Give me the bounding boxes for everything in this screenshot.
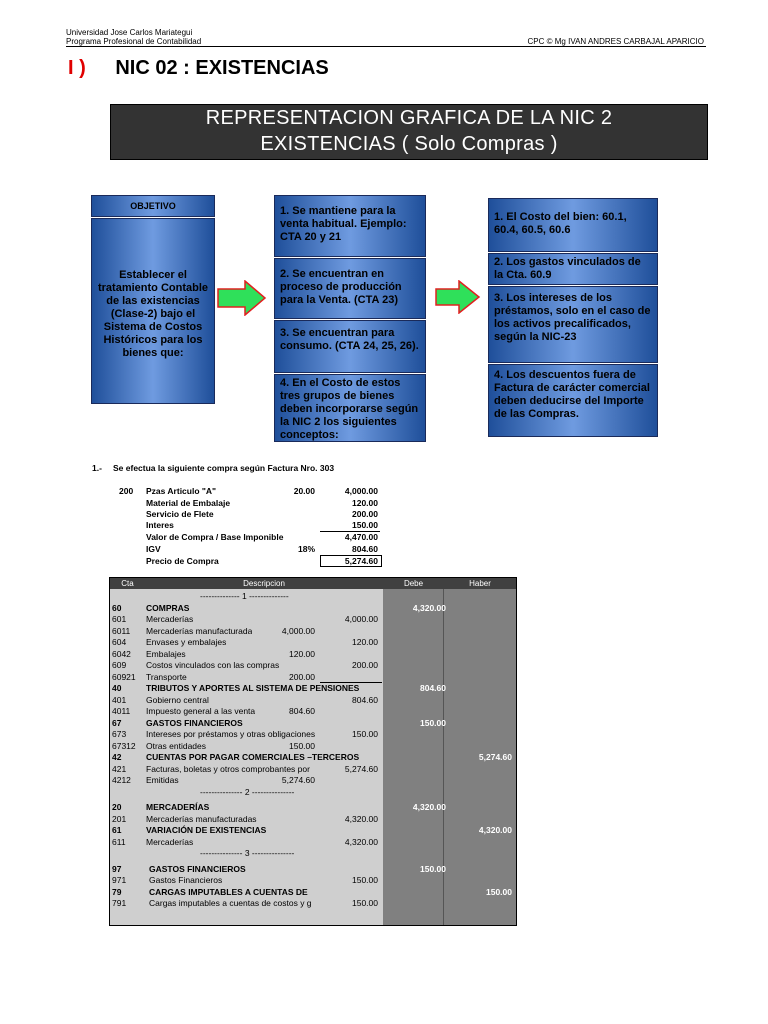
ledger-description: GASTOS FINANCIEROS: [146, 717, 243, 728]
ledger-sub-amount: 150.00: [289, 740, 315, 751]
author-credit: CPC © Mg IVAN ANDRES CARBAJAL APARICIO: [527, 37, 704, 46]
university-name: Universidad Jose Carlos Mariategui: [66, 28, 193, 37]
ledger-header-debe: Debe: [383, 578, 444, 589]
ledger-description: Intereses por préstamos y otras obligaciones: [146, 729, 316, 739]
ledger-amount: 150.00: [352, 729, 378, 739]
purchase-qty: 200: [119, 486, 134, 496]
purchase-line-label: Valor de Compra / Base Imponible: [146, 532, 284, 542]
purchase-line-label: Interes: [146, 520, 174, 530]
ledger-cta: 97: [112, 863, 122, 874]
ledger-description: VARIACIÓN DE EXISTENCIAS: [146, 825, 267, 835]
ledger-description: --------------- 2 ---------------: [200, 786, 295, 797]
ledger-sub-amount: 4,000.00: [281, 625, 315, 636]
ledger-description: Mercaderías manufacturada: [146, 625, 253, 636]
ledger-description: Mercaderías: [146, 614, 194, 624]
ledger-debe: 4,320.00: [412, 802, 446, 812]
ledger-cta: 401: [112, 694, 127, 705]
purchase-line-label: Precio de Compra: [146, 556, 219, 566]
ledger-cta: 4011: [112, 706, 131, 716]
ledger-description: -------------- 1 --------------: [200, 591, 289, 601]
ledger-cta: 60: [112, 602, 122, 613]
middle-item-3: 3. Se encuentran para consumo. (CTA 24, 25, 26).: [274, 320, 426, 373]
ledger-header-desc: Descripcion: [145, 578, 383, 589]
purchase-line-value: 804.60: [352, 544, 378, 554]
ledger-description: Gobierno central: [146, 694, 209, 705]
ledger-description: TRIBUTOS Y APORTES AL SISTEMA DE PENSIONES: [146, 683, 360, 693]
ledger-amount: 150.00: [352, 898, 378, 908]
ledger-haber: 150.00: [486, 886, 512, 897]
purchase-price: 20.00: [293, 486, 315, 496]
ledger-description: Impuesto general a las venta: [146, 706, 256, 716]
right-item-3: 3. Los intereses de los préstamos, solo en el caso de los activos precalificados, según la NIC-23: [488, 286, 658, 363]
purchase-line-label: Material de Embalaje: [146, 498, 231, 508]
ledger-haber: 4,320.00: [478, 825, 512, 835]
purchase-line-label: Servicio de Flete: [146, 509, 214, 519]
ledger-sub-amount: 804.60: [289, 706, 315, 716]
ledger-description: MERCADERÍAS: [146, 802, 210, 812]
section-title: [68, 57, 329, 80]
ledger-cta: 421: [112, 763, 127, 774]
ledger-description: --------------- 3 ---------------: [200, 848, 295, 858]
ledger-cta: 201: [112, 813, 127, 824]
ledger-description: Transporte: [146, 671, 187, 682]
ledger-amount: 5,274.60: [344, 763, 378, 774]
ledger-amount: 120.00: [352, 637, 378, 647]
igv-rate: 18%: [298, 544, 316, 554]
ledger-sub-amount: 120.00: [289, 648, 315, 659]
ledger-cta: 42: [112, 752, 122, 762]
purchase-line-value: 150.00: [352, 520, 378, 530]
section-title-text: NIC 02 : EXISTENCIAS: [115, 57, 329, 79]
program-name: Programa Profesional de Contabilidad: [66, 37, 202, 46]
ledger-description: Mercaderías manufacturadas: [146, 813, 257, 824]
purchase-line-label: IGV: [146, 544, 161, 554]
journal-ledger: [109, 577, 517, 926]
right-item-1: 1. El Costo del bien: 60.1, 60.4, 60.5, 60.6: [488, 198, 658, 252]
ledger-description: COMPRAS: [146, 602, 190, 613]
ledger-sub-amount: 5,274.60: [281, 775, 315, 785]
ledger-debe: 4,320.00: [412, 602, 446, 613]
ledger-cta: 673: [112, 729, 127, 739]
arrow-right-icon: [435, 280, 481, 314]
ledger-cta: 20: [112, 802, 122, 812]
ledger-amount: 4,320.00: [344, 836, 378, 847]
ledger-description: Emitidas: [146, 775, 179, 785]
objective-title: OBJETIVO: [91, 195, 215, 217]
ledger-description: Mercaderías: [146, 836, 194, 847]
ledger-debe: 150.00: [420, 717, 446, 728]
ledger-description: Gastos Financieros: [149, 875, 223, 885]
ledger-description: Costos vinculados con las compras: [146, 660, 280, 670]
ledger-amount: 150.00: [352, 875, 378, 885]
arrow-right-icon: [217, 280, 267, 316]
ledger-cta: 60921: [112, 671, 136, 682]
banner-line-2: EXISTENCIAS ( Solo Compras ): [260, 133, 558, 155]
ledger-description: Embalajes: [146, 648, 186, 659]
ledger-debe: 804.60: [420, 683, 446, 693]
ledger-description: CUENTAS POR PAGAR COMERCIALES –TERCEROS: [146, 752, 360, 762]
ledger-cta: 67312: [112, 740, 136, 751]
ledger-cta: 601: [112, 614, 127, 624]
ledger-header-cta: Cta: [110, 578, 145, 589]
purchase-amount: 4,000.00: [344, 486, 378, 496]
ledger-cta: 67: [112, 717, 122, 728]
section-number: I ): [68, 57, 86, 79]
middle-item-1: 1. Se mantiene para la venta habitual. Ejemplo: CTA 20 y 21: [274, 195, 426, 257]
purchase-line-value: 4,470.00: [344, 532, 378, 542]
ledger-cta: 971: [112, 875, 127, 885]
purchase-line-value: 120.00: [352, 498, 378, 508]
ledger-description: Facturas, boletas y otros comprobantes por: [146, 763, 310, 774]
ledger-cta: 791: [112, 898, 127, 908]
ledger-amount: 4,320.00: [344, 813, 378, 824]
middle-item-4: 4. En el Costo de estos tres grupos de bienes deben incorporarse según la NIC 2 los siguientes conceptos:: [274, 374, 426, 442]
ledger-description: CARGAS IMPUTABLES A CUENTAS DE: [149, 886, 308, 897]
ledger-cta: 611: [112, 836, 126, 847]
purchase-line-value: 200.00: [352, 509, 378, 519]
ledger-haber: 5,274.60: [478, 752, 512, 762]
header-divider: [66, 46, 706, 47]
ledger-cta: 6011: [112, 625, 131, 636]
ledger-cta: 4212: [112, 775, 131, 785]
purchase-total: 5,274.60: [344, 556, 378, 566]
ledger-description: Envases y embalajes: [146, 637, 227, 647]
right-item-2: 2. Los gastos vinculados de la Cta. 60.9: [488, 253, 658, 285]
ledger-sub-amount: 200.00: [289, 671, 315, 682]
ledger-amount: 4,000.00: [344, 614, 378, 624]
ledger-debe: 150.00: [420, 863, 446, 874]
ledger-cta: 6042: [112, 648, 131, 659]
ledger-cta: 79: [112, 886, 122, 897]
banner-line-1: REPRESENTACION GRAFICA DE LA NIC 2: [205, 107, 613, 129]
ledger-description: Otras entidades: [146, 740, 207, 751]
purchase-intro: Se efectua la siguiente compra según Factura Nro. 303: [113, 463, 335, 473]
purchase-intro-number: 1.-: [92, 463, 102, 473]
right-item-4: 4. Los descuentos fuera de Factura de carácter comercial deben deducirse del Importe de las Compras.: [488, 364, 658, 437]
banner: [110, 104, 708, 160]
ledger-description: Cargas imputables a cuentas de costos y g: [149, 898, 312, 908]
ledger-header-haber: Haber: [444, 578, 516, 589]
middle-item-2: 2. Se encuentran en proceso de producción para la Venta. (CTA 23): [274, 258, 426, 319]
ledger-amount: 804.60: [352, 694, 378, 705]
ledger-cta: 609: [112, 660, 127, 670]
objective-body: Establecer el tratamiento Contable de las existencias (Clase-2) bajo el Sistema de Costos Históricos para los bienes que:: [91, 218, 215, 404]
ledger-cta: 40: [112, 683, 122, 693]
ledger-amount: 200.00: [352, 660, 378, 670]
ledger-description: GASTOS FINANCIEROS: [149, 863, 246, 874]
purchase-item: Pzas Articulo "A": [146, 486, 217, 496]
ledger-sum-rule: [320, 682, 382, 683]
ledger-cta: 604: [112, 637, 127, 647]
ledger-cta: 61: [112, 825, 122, 835]
